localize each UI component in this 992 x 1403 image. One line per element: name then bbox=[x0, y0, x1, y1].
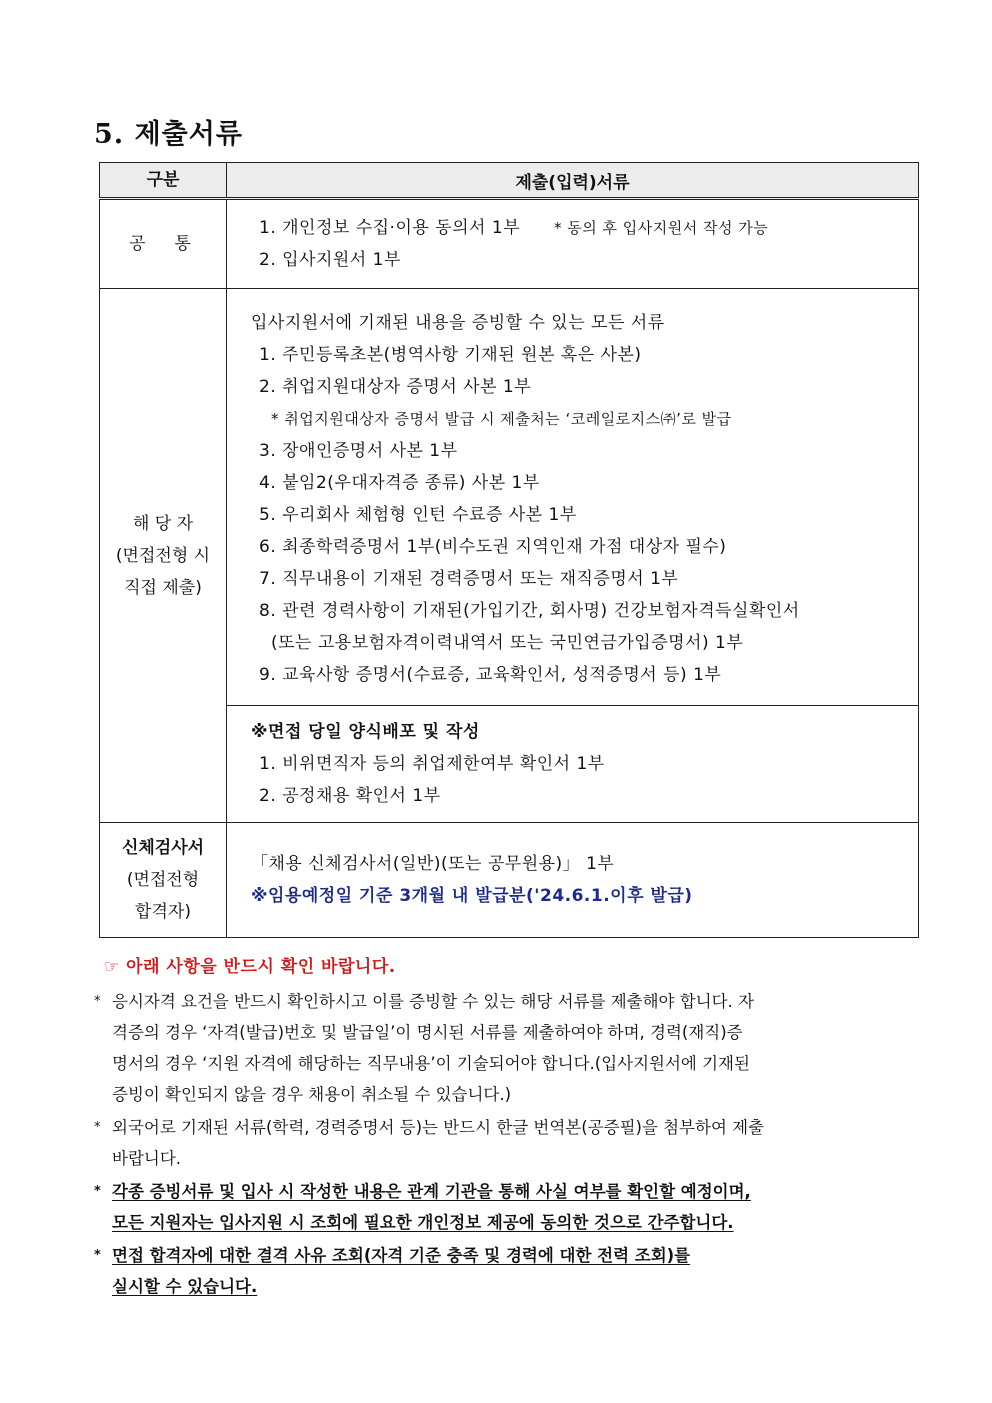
table-row-medical bbox=[100, 823, 919, 938]
common-item-2: 2. 입사지원서 1부 bbox=[259, 250, 401, 270]
applicable-item-5: 5. 우리회사 체험형 인턴 수료증 사본 1부 bbox=[259, 505, 577, 525]
applicable-item-9: 9. 교육사항 증명서(수료증, 교육확인서, 성적증명서 등) 1부 bbox=[259, 665, 722, 685]
asterisk-icon: * bbox=[94, 994, 101, 1009]
applicable-item-3: 3. 장애인증명서 사본 1부 bbox=[259, 441, 458, 461]
notice-list bbox=[92, 986, 922, 1304]
medical-item: 「채용 신체검사서(일반)(또는 공무원용)」 1부 bbox=[251, 854, 615, 874]
category-medical bbox=[100, 823, 227, 938]
table-row-common bbox=[100, 199, 919, 289]
applicable-item-4: 4. 붙임2(우대자격증 종류) 사본 1부 bbox=[259, 473, 540, 493]
notice-item: * 응시자격 요건을 반드시 확인하시고 이를 증빙할 수 있는 해당 서류를 제출해야 합니다. 자 격증의 경우 ‘자격(발급)번호 및 발급일’이 명시된 서류를 제출하여야 하며, 경력(재직)증 명서의 경우 ‘지원 자격에 해당하는 직무내용’이 기술되어야 합니다.(입사지원서에 기재된 증빙이 확인되지 않을 경우 채용이 취소될 수 있습니다.) bbox=[92, 986, 922, 1110]
category-applicable-line1: 해 당 자 bbox=[132, 513, 194, 534]
applicable-item-7: 7. 직무내용이 기재된 경력증명서 또는 재직증명서 1부 bbox=[259, 569, 679, 589]
onsite-item-2: 2. 공정채용 확인서 1부 bbox=[259, 786, 441, 806]
notice-item: * 각종 증빙서류 및 입사 시 작성한 내용은 관계 기관을 통해 사실 여부를 확인할 예정이며, 모든 지원자는 입사지원 시 조회에 필요한 개인정보 제공에 동의한 것으로 간주합니다. bbox=[92, 1176, 922, 1238]
medical-note: ※임용예정일 기준 3개월 내 발급분('24.6.1.이후 발급) bbox=[251, 886, 693, 906]
notice-item: * 외국어로 기재된 서류(학력, 경력증명서 등)는 반드시 한글 번역본(공증필)을 첨부하여 제출 바랍니다. bbox=[92, 1112, 922, 1174]
documents-table bbox=[99, 162, 919, 938]
applicable-item-6: 6. 최종학력증명서 1부(비수도권 지역인재 가점 대상자 필수) bbox=[259, 537, 727, 557]
category-medical-line1: 신체검사서 bbox=[121, 838, 205, 858]
applicable-item-8-continued: (또는 고용보험자격이력내역서 또는 국민연금가입증명서) 1부 bbox=[271, 633, 744, 653]
table-row-applicable bbox=[100, 289, 919, 706]
category-medical-line2: (면접전형 bbox=[126, 870, 200, 890]
common-item-1: 1. 개인정보 수집·이용 동의서 1부 * 동의 후 입사지원서 작성 가능 bbox=[259, 218, 769, 238]
asterisk-icon: * bbox=[94, 1248, 101, 1263]
header-documents: 제출(입력)서류 bbox=[227, 163, 919, 199]
onsite-documents bbox=[227, 706, 919, 823]
category-common-label: 공 통 bbox=[129, 234, 197, 254]
applicable-item-8: 8. 관련 경력사항이 기재된(가입기간, 회사명) 건강보험자격득실확인서 bbox=[259, 601, 800, 621]
applicable-item-1: 1. 주민등록초본(병역사항 기재된 원본 혹은 사본) bbox=[259, 345, 642, 365]
category-applicable bbox=[100, 289, 227, 823]
category-applicable-line2: (면접전형 시 bbox=[115, 545, 211, 566]
onsite-item-1: 1. 비위면직자 등의 취업제한여부 확인서 1부 bbox=[259, 754, 605, 774]
category-common bbox=[100, 199, 227, 289]
applicable-item-2: 2. 취업지원대상자 증명서 사본 1부 bbox=[259, 377, 532, 397]
onsite-title: ※면접 당일 양식배포 및 작성 bbox=[251, 722, 480, 742]
category-medical-line3: 합격자) bbox=[135, 902, 191, 922]
section-title: 5. 제출서류 bbox=[94, 119, 243, 150]
category-applicable-line3: 직접 제출) bbox=[124, 577, 202, 598]
asterisk-icon: * bbox=[94, 1120, 101, 1135]
asterisk-icon: * bbox=[94, 1184, 101, 1199]
applicable-documents bbox=[227, 289, 919, 706]
notice-heading: ☞ 아래 사항을 반드시 확인 바랍니다. bbox=[104, 957, 396, 977]
applicable-intro: 입사지원서에 기재된 내용을 증빙할 수 있는 모든 서류 bbox=[251, 313, 665, 333]
table-header-row bbox=[100, 163, 919, 199]
common-item-1-note: * 동의 후 입사지원서 작성 가능 bbox=[554, 219, 769, 237]
applicable-item-2-note: * 취업지원대상자 증명서 발급 시 제출처는 ‘코레일로지스㈜’로 발급 bbox=[271, 410, 732, 428]
notice-item: * 면접 합격자에 대한 결격 사유 조회(자격 기준 충족 및 경력에 대한 전력 조회)를 실시할 수 있습니다. bbox=[92, 1240, 922, 1302]
common-documents bbox=[227, 199, 919, 289]
header-category: 구분 bbox=[100, 163, 227, 199]
medical-documents bbox=[227, 823, 919, 938]
